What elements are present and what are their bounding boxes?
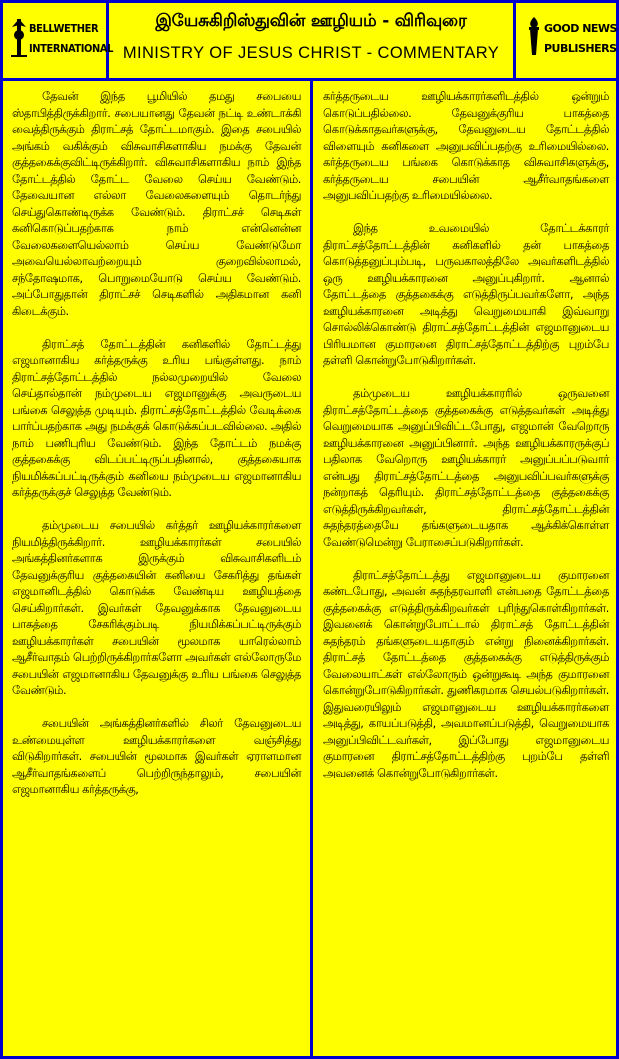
paragraph-text: தம்முடைய சபையில் கர்த்தர் ஊழியக்காரர்களை நியமித்திருக்கிறார். ஊழியக்காரர்கள் சபையில் அங்கத்தினர்களாக இருக்கும் விசுவாசிகளிடம் தேவனுக்குரிய குத்தகையின் கனியை சேகரித்து தங்கள் எஜமானிடத்தில் கொடுக்க வேண்டிய ஊழியத்தை செய்கிறார்கள். இவர்கள் தேவனுக்காக தேவனுடைய பாகத்தை சேகரிக்கும்படி நியமிக்கப்பட்டிருக்கும் ஊழியக்காரர்கள் சபையின் மூலமாக யாரெல்லாம் ஆசீர்வாதம் பெற்றிருக்கிறார்களோ அவர்கள் எல்லோருமே சபையின் எஜமானாகிய தேவனுக்கு உரிய பங்கை செலுத்த வேண்டும்.: [12, 519, 301, 697]
paragraph-text: கர்த்தருடைய ஊழியக்காரர்களிடத்தில் ஒன்றும் கொடுப்பதில்லை. தேவனுக்குரிய பாகத்தை கொடுக்காதவர்களுக்கு, தேவனுடைய தோட்டத்தில் விளையும் கனிகளை அனுபவிப்பதற்கு உரிமையில்லை. கர்த்தருடைய பங்கை கொடுக்காத விசுவாசிகளுக்கு, கர்த்தருடைய சபையின் ஆசீர்வாதங்களை அனுபவிப்பதற்கு உரிமையில்லை.: [323, 90, 609, 202]
paragraph: [12, 89, 301, 320]
left-column: [12, 89, 301, 815]
page-title: [109, 3, 513, 78]
article-body: [3, 81, 616, 1059]
good-news-line-1: GOOD NEWS: [544, 22, 617, 35]
paragraph-text: திராட்சத் தோட்டத்தின் கனிகளில் தோட்டத்து எஜமானாகிய கர்த்தருக்கு உரிய பங்குள்ளது. நாம் திராட்சத்தோட்டத்தில் நல்லமுறையில் வேலை செய்தால்தான் நம்முடைய எஜமானுக்கு அவருடைய பங்கை செலுத்த முடியும். திராட்சத்தோட்டத்தில் வேடிக்கை பார்ப்பதற்காக அது நமக்குக் கொடுக்கப்படவில்லை. அதில் நாம் பணிபுரிய வேண்டும். இந்த தோட்டம் நமக்கு குத்தகைக்கு விடப்பட்டிருப்பதினால், குத்தகையாக நியமிக்கப்பட்டிருக்கும் கனியை நம்முடைய எஜமானாகிய கர்த்தருக்குச் செலுத்த வேண்டும்.: [12, 337, 301, 499]
bellwether-logo: [3, 3, 114, 78]
paragraph: [323, 386, 609, 551]
title-tamil: இயேசுகிறிஸ்துவின் ஊழியம் - விரிவுரை: [155, 11, 467, 31]
bellwether-line-2: INTERNATIONAL: [29, 42, 114, 55]
title-english: MINISTRY OF JESUS CHRIST - COMMENTARY: [122, 44, 500, 62]
good-news-line-2: PUBLISHERS: [544, 42, 617, 55]
column-divider: [310, 81, 313, 1059]
paragraph-text: தம்முடைய ஊழியக்காரரில் ஒருவனை திராட்சத்தோட்டத்தை குத்தகைக்கு எடுத்தவர்கள் அடித்து வெறுமையாக அனுப்பிவிட்டபோது, எஜமான் வேறொரு ஊழியக்காரனை அனுப்பினார். அந்த ஊழியக்காரருக்குப் பதிலாக வேறொரு ஊழியக்காரர் அனுப்பப்படுவார் என்பது திராட்சத்தோட்டத்தை அனுபவிப்பவர்களுக்கு நன்றாகத் தெரியும். திராட்சத்தோட்டத்தை குத்தகைக்கு எடுத்திருக்கிறவர்கள், திராட்சத்தோட்டத்தின் சுதந்தரத்தையே தங்களுடையதாக ஆக்கிக்கொள்ள வேண்டுமென்று பேராசைப்படுகிறார்கள்.: [323, 387, 609, 549]
header-band: [3, 3, 616, 81]
paragraph-text: சபையின் அங்கத்தினர்களில் சிலர் தேவனுடைய உண்மையுள்ள ஊழியக்காரர்களை வஞ்சித்து விடுகிறார்கள். சபையின் மூலமாக இவர்கள் ஏராளமான ஆசீர்வாதங்களைப் பெற்றிருந்தாலும், சபையின் எஜமானாகிய கர்த்தருக்கு,: [12, 717, 301, 796]
paragraph: [12, 518, 301, 700]
right-column: [323, 89, 609, 799]
paragraph: [12, 716, 301, 799]
paragraph-text: திராட்சத்தோட்டத்து எஜமானுடைய குமாரனை கண்டபோது, அவன் சுதந்தரவாளி என்பதை தோட்டத்தை குத்தகைக்கு எடுத்திருக்கிறவர்கள் புரிந்துகொள்கிறார்கள். இவனைக் கொன்றுபோட்டால் திராட்சத் தோட்டத்தின் சுதந்தரம் தங்களுடையதாகும் என்று நினைக்கிறார்கள். திராட்சத் தோட்டத்தை குத்தகைக்கு எடுத்திருக்கும் வேலையாட்கள் எல்லோரும் ஒன்றுகூடி அந்த குமாரனை கொன்றுபோடுகிறார்கள். துணிகரமாக செயல்படுகிறார்கள். இதுவரையிலும் எஜமானுடைய ஊழியக்காரர்களை அடித்து, காயப்படுத்தி, அவமானப்படுத்தி, வெறுமையாக அனுப்பிவிட்டவர்கள், இப்போது எஜமானுடைய குமாரனை திராட்சத்தோட்டத்திற்கு புறம்பே தள்ளி அவனைக் கொன்றுபோடுகிறார்கள்.: [323, 568, 609, 780]
paragraph: [323, 221, 609, 370]
bellwether-ram-icon: [9, 15, 29, 59]
paragraph: [323, 568, 609, 783]
bellwether-logo-text: [29, 19, 114, 59]
good-news-publishers-logo: [513, 3, 616, 78]
paragraph-text: இந்த உவமையில் தோட்டக்காரர் திராட்சத்தோட்டத்தின் கனிகளில் தன் பாகத்தை கொடுத்தனுப்பும்படி, பருவகாலத்திலே அவர்களிடத்தில் ஒரு ஊழியக்காரனை அனுப்புகிறார். ஆனால் தோட்டத்தை குத்தகைக்கு எடுத்திருப்பவர்களோ, அந்த ஊழியக்காரனை அடித்து வெறுமையாகி இவ்வாறு சொல்லிக்கொண்டு திராட்சத்தோட்டத்தின் எஜமானுடைய பிரியமான குமாரனை திராட்சத்தோட்டத்திற்கு புறம்பே தள்ளி கொன்றுபோடுகிறார்கள்.: [323, 222, 609, 367]
good-news-logo-text: [544, 19, 616, 59]
paragraph: [323, 89, 609, 205]
bellwether-line-1: BELLWETHER: [29, 22, 99, 35]
paragraph-text: தேவன் இந்த பூமியில் தமது சபையை ஸ்தாபித்திருக்கிறார். சபையானது தேவன் நட்டி உண்டாக்கி வைத்திருக்கும் திராட்சத் தோட்டமாகும். இதை சபையில் அங்கம் வகிக்கும் விசுவாசிகளாகிய நமக்கு தேவன் குத்தகைக்குவிட்டிருக்கிறார். விசுவாசிகளாகிய நாம் இந்த தோட்டத்தில் தோட்ட வேலை செய்ய வேண்டும். தேவையான எல்லா வேலைகளையும் தொடர்ந்து செய்துகொண்டிருக்க வேண்டும். திராட்சச் செடிகள் கனிகொடுப்பதற்காக நாம் என்னென்ன வேலைகளையெல்லாம் செய்ய வேண்டுமோ அவையெல்லாவற்றையும் குறைவில்லாமல், சந்தோஷமாக, பொறுமையோடு செய்ய வேண்டும். அப்போதுதான் திராட்சச் செடிகளில் அதிகமான கனி கிடைக்கும்.: [12, 90, 301, 318]
paragraph: [12, 337, 301, 502]
torch-icon: [524, 15, 544, 59]
